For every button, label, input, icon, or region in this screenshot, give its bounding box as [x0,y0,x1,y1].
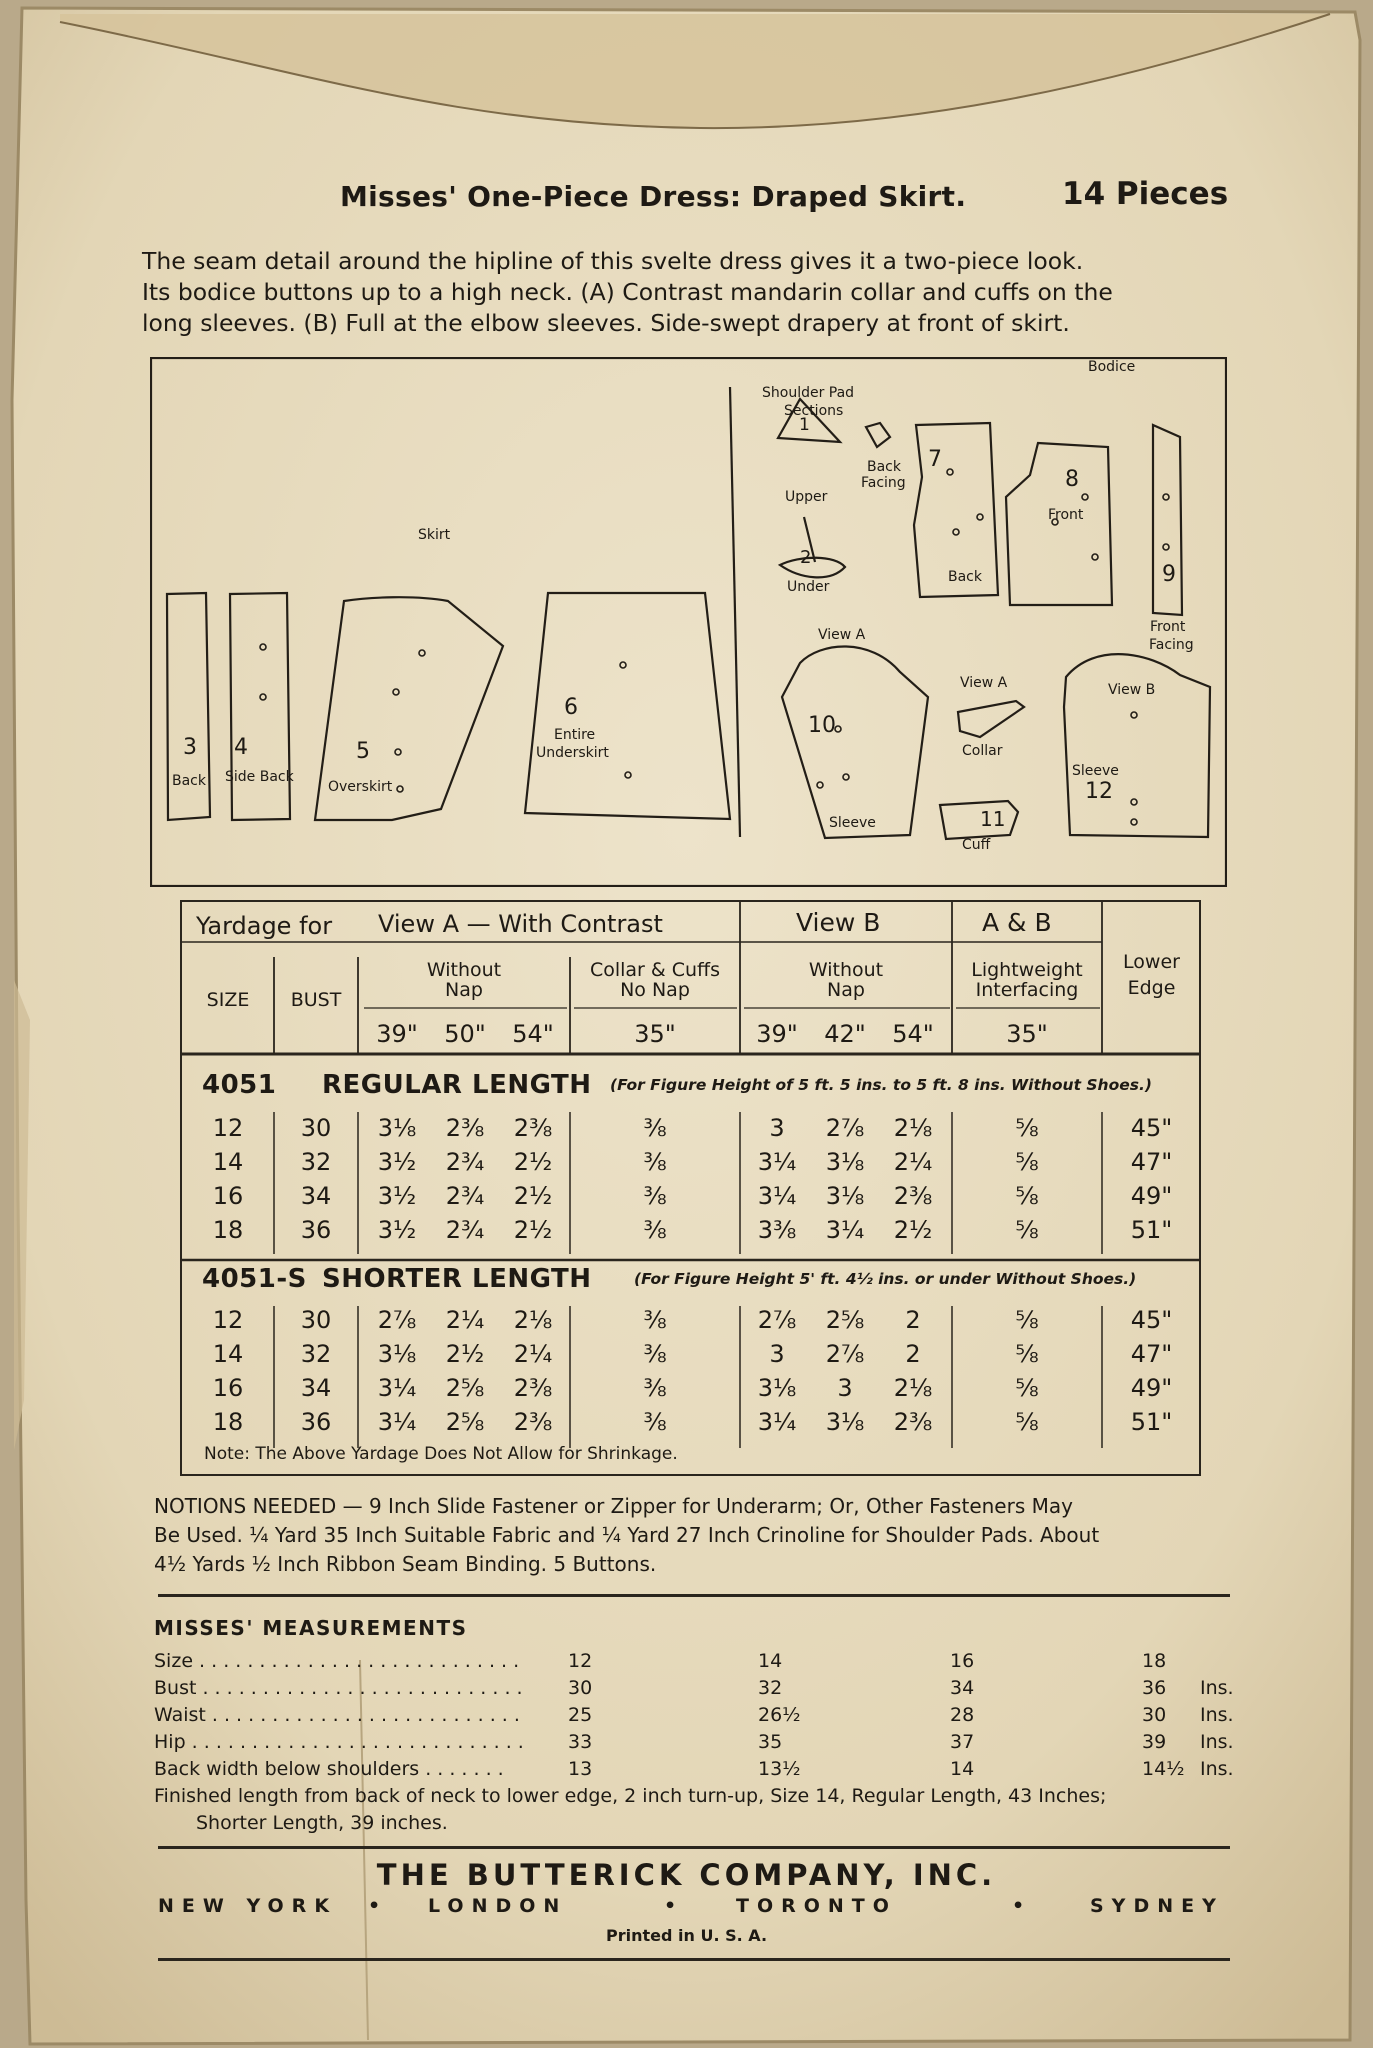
cell-bust: 30 [300,1306,332,1334]
label-cuff: Cuff [962,837,991,853]
label-back-facing-2: Facing [861,475,906,491]
cell-a50: 2½ [445,1340,485,1368]
table-row [182,1216,1199,1250]
cell-b42: 3⅛ [825,1182,865,1210]
cell-b54: 2 [905,1306,921,1334]
cell-lower-edge: 49" [1130,1182,1173,1210]
col-edge: Edge [1127,977,1176,999]
cell-b39: 3¼ [757,1408,797,1436]
measurement-value: 18 [1142,1650,1167,1672]
measurement-value: 25 [568,1704,593,1726]
shrinkage-note: Note: The Above Yardage Does Not Allow for Shrinkage. [204,1444,678,1464]
label-sections: Sections [784,403,844,419]
col-bust: BUST [290,989,342,1011]
piece-number-4: 4 [234,735,248,760]
cell-collar: ⅜ [643,1340,667,1368]
measurement-label: Back width below shoulders . . . . . . . [154,1758,504,1780]
cell-a39: 3⅛ [377,1114,417,1142]
cell-bust: 36 [300,1216,332,1244]
pattern-title: Misses' One-Piece Dress: Draped Skirt. [340,180,967,213]
cell-b42: 3⅛ [825,1408,865,1436]
cell-a50: 2⅝ [445,1408,485,1436]
piece-count: 14 Pieces [1062,176,1229,212]
cell-a54: 2⅜ [513,1408,553,1436]
cell-interfacing: ⅝ [1015,1182,1039,1210]
cell-b42: 2⅝ [825,1306,865,1334]
col-without-nap-b: Without [808,959,884,981]
cell-a39: 3½ [377,1182,417,1210]
label-under: Under [787,579,830,595]
table-row [182,1182,1199,1216]
width-54-a: 54" [512,1020,554,1048]
cell-b39: 3⅜ [757,1216,797,1244]
cell-lower-edge: 51" [1130,1408,1173,1436]
cell-b54: 2⅜ [893,1182,933,1210]
cell-collar: ⅜ [643,1114,667,1142]
shorter-title: SHORTER LENGTH [322,1264,592,1294]
label-overskirt: Overskirt [328,779,393,795]
label-back-bodice: Back [948,569,982,585]
cell-a39: 2⅞ [377,1306,417,1334]
regular-title: REGULAR LENGTH [322,1070,592,1100]
measurement-value: 34 [950,1677,975,1699]
cell-lower-edge: 51" [1130,1216,1173,1244]
yardage-table [180,900,1201,1476]
measurement-value: 14 [950,1758,975,1780]
label-side-back: Side Back [225,769,294,785]
col-without-nap-a-2: Nap [445,979,483,1001]
width-50-a: 50" [444,1020,486,1048]
finished-length [154,1785,1234,1812]
cell-a50: 2⅝ [445,1374,485,1402]
label-view-b: View B [1108,682,1156,698]
cell-bust: 32 [300,1148,332,1176]
measurement-row [154,1650,1234,1677]
piece-number-10: 10 [808,713,836,738]
piece-number-5: 5 [356,739,370,764]
piece-number-6: 6 [564,695,578,720]
cell-bust: 34 [300,1182,332,1210]
cell-lower-edge: 47" [1130,1340,1173,1368]
label-view-a-collar: View A [960,675,1008,691]
measurement-unit: Ins. [1200,1677,1234,1699]
cell-a39: 3¼ [377,1408,417,1436]
table-row [182,1306,1199,1340]
col-lightweight: Lightweight [971,959,1083,981]
divider [158,1958,1230,1961]
shorter-code: 4051-S [202,1264,307,1294]
cell-b42: 3 [837,1374,853,1402]
measurement-value: 13 [568,1758,593,1780]
cell-a54: 2⅜ [513,1374,553,1402]
width-54-b: 54" [892,1020,934,1048]
cell-size: 14 [212,1340,244,1368]
label-back-skirt: Back [172,773,206,789]
cell-lower-edge: 49" [1130,1374,1173,1402]
measurement-label: Waist . . . . . . . . . . . . . . . . . . . . . . . . . . [154,1704,520,1726]
label-bodice: Bodice [1088,359,1136,375]
measurement-value: 16 [950,1650,975,1672]
cell-a54: 2⅛ [513,1306,553,1334]
a-and-b-header: A & B [982,908,1052,937]
city-new-york: NEW YORK [158,1895,338,1917]
label-front: Front [1048,507,1084,523]
city-separator: • [664,1895,685,1917]
cell-size: 12 [212,1114,244,1142]
cell-lower-edge: 45" [1130,1114,1173,1142]
cell-a39: 3½ [377,1148,417,1176]
piece-number-7: 7 [928,447,942,472]
cell-a39: 3¼ [377,1374,417,1402]
finished-length-line: Finished length from back of neck to lower edge, 2 inch turn-up, Size 14, Regular Length, 43 Inches; [154,1785,1107,1807]
measurement-unit: Ins. [1200,1731,1234,1753]
city-sydney: SYDNEY [1090,1895,1224,1917]
cell-b54: 2½ [893,1216,933,1244]
cell-interfacing: ⅝ [1015,1408,1039,1436]
col-without-nap-b-2: Nap [827,979,865,1001]
piece-number-8: 8 [1065,467,1079,492]
col-lower: Lower [1123,951,1180,973]
measurement-value: 26½ [758,1704,801,1726]
divider [158,1594,1230,1597]
measurement-value: 14 [758,1650,783,1672]
regular-note: (For Figure Height of 5 ft. 5 ins. to 5 ft. 8 ins. Without Shoes.) [610,1076,1152,1094]
col-without-nap-a: Without [426,959,502,981]
width-39-b: 39" [756,1020,798,1048]
cell-bust: 32 [300,1340,332,1368]
cell-b54: 2 [905,1340,921,1368]
cell-a54: 2¼ [513,1340,553,1368]
cell-bust: 36 [300,1408,332,1436]
measurement-unit: Ins. [1200,1704,1234,1726]
city-toronto: TORONTO [736,1895,897,1917]
cell-a54: 2½ [513,1182,553,1210]
finished-length-line: Shorter Length, 39 inches. [196,1812,448,1834]
view-a-header: View A — With Contrast [378,910,663,938]
cell-b54: 2⅜ [893,1408,933,1436]
col-interfacing: Interfacing [975,979,1079,1001]
cell-size: 14 [212,1148,244,1176]
label-upper: Upper [785,489,828,505]
company-name: THE BUTTERICK COMPANY, INC. [376,1858,997,1892]
measurement-value: 12 [568,1650,593,1672]
label-underskirt: Underskirt [536,745,609,761]
cell-collar: ⅜ [643,1408,667,1436]
label-entire: Entire [554,727,596,743]
table-row [182,1114,1199,1148]
pattern-diagram [150,357,1227,887]
measurements-heading: MISSES' MEASUREMENTS [154,1616,468,1640]
cell-interfacing: ⅝ [1015,1340,1039,1368]
piece-number-9: 9 [1162,562,1176,587]
cell-lower-edge: 45" [1130,1306,1173,1334]
measurement-label: Bust . . . . . . . . . . . . . . . . . . . . . . . . . . . [154,1677,523,1699]
cell-interfacing: ⅝ [1015,1216,1039,1244]
measurement-label: Hip . . . . . . . . . . . . . . . . . . . . . . . . . . . . [154,1731,524,1753]
yardage-for-label: Yardage for [196,912,333,940]
width-39-a: 39" [376,1020,418,1048]
col-size: SIZE [206,989,250,1011]
cell-collar: ⅜ [643,1182,667,1210]
cell-a54: 2½ [513,1148,553,1176]
description-line: Its bodice buttons up to a high neck. (A) Contrast mandarin collar and cuffs on the [142,278,1113,306]
measurement-value: 30 [568,1677,593,1699]
measurement-value: 36 [1142,1677,1167,1699]
cell-a39: 3⅛ [377,1340,417,1368]
table-row [182,1340,1199,1374]
pattern-pieces-drawing [150,357,1227,887]
cell-a50: 2¾ [445,1182,485,1210]
cell-size: 16 [212,1374,244,1402]
measurement-label: Size . . . . . . . . . . . . . . . . . . . . . . . . . . . [154,1650,520,1672]
cell-size: 18 [212,1408,244,1436]
cell-a50: 2¼ [445,1306,485,1334]
city-london: LONDON [428,1895,568,1917]
cell-a54: 2⅜ [513,1114,553,1142]
measurement-value: 32 [758,1677,783,1699]
measurement-row [154,1758,1234,1785]
description-line: The seam detail around the hipline of this svelte dress gives it a two-piece look. [142,247,1084,275]
piece-number-3: 3 [183,735,197,760]
measurement-value: 37 [950,1731,975,1753]
cell-b39: 3 [769,1114,785,1142]
measurement-row [154,1731,1234,1758]
regular-code: 4051 [202,1070,277,1100]
cell-b39: 3⅛ [757,1374,797,1402]
cell-a54: 2½ [513,1216,553,1244]
measurement-value: 30 [1142,1704,1167,1726]
cell-a50: 2¾ [445,1148,485,1176]
cell-b54: 2¼ [893,1148,933,1176]
col-no-nap: No Nap [620,979,690,1001]
label-sleeve-b: Sleeve [1072,763,1119,779]
city-separator: • [1012,1895,1033,1917]
measurement-unit: Ins. [1200,1758,1234,1780]
cell-interfacing: ⅝ [1015,1148,1039,1176]
printed-in: Printed in U. S. A. [605,1926,768,1945]
cell-collar: ⅜ [643,1374,667,1402]
cell-b42: 3⅛ [825,1148,865,1176]
cell-a50: 2⅜ [445,1114,485,1142]
notions-needed [154,1492,1244,1579]
notions-line: 4½ Yards ½ Inch Ribbon Seam Binding. 5 Buttons. [154,1552,657,1576]
cell-interfacing: ⅝ [1015,1306,1039,1334]
measurement-value: 14½ [1142,1758,1185,1780]
notions-line: NOTIONS NEEDED — 9 Inch Slide Fastener or Zipper for Underarm; Or, Other Fasteners May [154,1494,1073,1518]
cell-a39: 3½ [377,1216,417,1244]
measurement-row [154,1704,1234,1731]
col-collar-cuffs: Collar & Cuffs [589,959,721,981]
label-skirt: Skirt [418,527,451,543]
cell-bust: 30 [300,1114,332,1142]
cell-b54: 2⅛ [893,1114,933,1142]
label-back-facing: Back [867,459,901,475]
measurement-value: 39 [1142,1731,1167,1753]
cell-collar: ⅜ [643,1216,667,1244]
cell-b54: 2⅛ [893,1374,933,1402]
cell-b39: 3 [769,1340,785,1368]
cell-lower-edge: 47" [1130,1148,1173,1176]
cell-size: 12 [212,1306,244,1334]
label-shoulder-pad: Shoulder Pad [762,385,855,401]
piece-number-2: 2 [800,547,812,568]
cell-collar: ⅜ [643,1148,667,1176]
cell-b39: 2⅞ [757,1306,797,1334]
cell-b42: 3¼ [825,1216,865,1244]
width-42-b: 42" [824,1020,866,1048]
table-row [182,1374,1199,1408]
table-row [182,1408,1199,1442]
measurement-value: 35 [758,1731,783,1753]
piece-number-12: 12 [1085,779,1113,804]
label-view-a-sleeve: View A [818,627,866,643]
measurement-row [154,1677,1234,1704]
cell-bust: 34 [300,1374,332,1402]
cell-size: 16 [212,1182,244,1210]
label-front-facing: Front [1150,619,1186,635]
cell-interfacing: ⅝ [1015,1114,1039,1142]
description-line: long sleeves. (B) Full at the elbow sleeves. Side-swept drapery at front of skirt. [142,309,1070,337]
measurement-value: 28 [950,1704,975,1726]
shorter-note: (For Figure Height 5' ft. 4½ ins. or under Without Shoes.) [634,1270,1137,1288]
cell-interfacing: ⅝ [1015,1374,1039,1402]
notions-line: Be Used. ¼ Yard 35 Inch Suitable Fabric and ¼ Yard 27 Inch Crinoline for Shoulder Pads. About [154,1523,1100,1547]
cell-b42: 2⅞ [825,1340,865,1368]
label-sleeve-a: Sleeve [829,815,876,831]
view-b-header: View B [796,908,881,937]
cell-b39: 3¼ [757,1182,797,1210]
width-35-interfacing: 35" [1006,1020,1048,1048]
measurement-value: 13½ [758,1758,801,1780]
finished-length-2 [154,1812,1234,1839]
cell-size: 18 [212,1216,244,1244]
table-row [182,1148,1199,1182]
cell-collar: ⅜ [643,1306,667,1334]
measurement-value: 33 [568,1731,593,1753]
cell-b39: 3¼ [757,1148,797,1176]
divider [158,1846,1230,1849]
description [142,246,1242,339]
piece-number-11: 11 [980,807,1006,831]
label-front-facing-2: Facing [1149,637,1194,653]
label-collar: Collar [962,743,1003,759]
cell-a50: 2¾ [445,1216,485,1244]
piece-number-1: 1 [799,415,810,435]
width-35-collar: 35" [634,1020,676,1048]
cell-b42: 2⅞ [825,1114,865,1142]
city-separator: • [368,1895,389,1917]
